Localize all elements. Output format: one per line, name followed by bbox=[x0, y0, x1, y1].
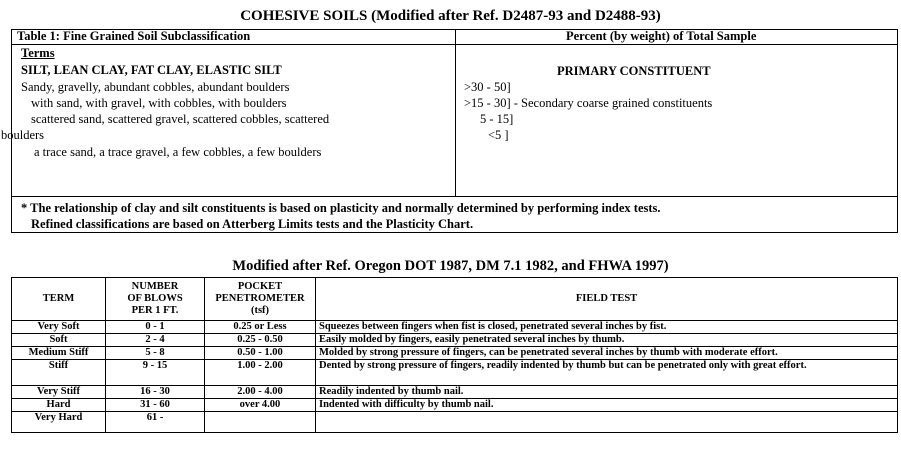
table1-right-header: Percent (by weight) of Total Sample bbox=[566, 29, 757, 43]
pocket-cell: 1.00 - 2.00 bbox=[205, 360, 316, 386]
table-row bbox=[12, 347, 898, 360]
term-line: with sand, with gravel, with cobbles, with boulders bbox=[31, 96, 287, 110]
pocket-cell: 0.25 or Less bbox=[205, 321, 316, 334]
pocket-cell: 0.25 - 0.50 bbox=[205, 334, 316, 347]
term-line: Sandy, gravelly, abundant cobbles, abundant boulders bbox=[21, 80, 290, 94]
percent-line: <5 ] bbox=[488, 128, 509, 142]
table-header-row bbox=[12, 278, 898, 321]
term-cell: Very Soft bbox=[12, 321, 106, 334]
consistency-table bbox=[11, 277, 898, 433]
table1-left-header: Table 1: Fine Grained Soil Subclassification bbox=[17, 29, 251, 43]
table-row bbox=[12, 386, 898, 399]
pocket-penetrometer-header: POCKET PENETROMETER (tsf) bbox=[205, 278, 316, 321]
percent-line: >15 - 30] - Secondary coarse grained constituents bbox=[464, 96, 713, 110]
pocket-cell: 0.50 - 1.00 bbox=[205, 347, 316, 360]
term-cell: Very Stiff bbox=[12, 386, 106, 399]
table-row bbox=[12, 412, 898, 433]
terms-label: Terms bbox=[21, 46, 55, 60]
term-cell: Stiff bbox=[12, 360, 106, 386]
footnote-line: * The relationship of clay and silt constituents is based on plasticity and normally determined by performing index tests. bbox=[21, 201, 661, 215]
term-line: scattered sand, scattered gravel, scattered cobbles, scattered bbox=[31, 112, 330, 126]
blows-cell: 0 - 1 bbox=[106, 321, 205, 334]
field-test-cell: Indented with difficulty by thumb nail. bbox=[316, 399, 898, 412]
footnote-line: Refined classifications are based on Atterberg Limits tests and the Plasticity Chart. bbox=[31, 217, 474, 231]
field-test-cell: Readily indented by thumb nail. bbox=[316, 386, 898, 399]
blows-cell: 2 - 4 bbox=[106, 334, 205, 347]
page-title: COHESIVE SOILS (Modified after Ref. D2487-93 and D2488-93) bbox=[240, 8, 661, 24]
term-line: a trace sand, a trace gravel, a few cobbles, a few boulders bbox=[34, 145, 322, 159]
field-test-cell: Squeezes between fingers when fist is closed, penetrated several inches by fist. bbox=[316, 321, 898, 334]
primary-constituent-heading: PRIMARY CONSTITUENT bbox=[557, 64, 711, 78]
term-cell: Hard bbox=[12, 399, 106, 412]
pocket-cell bbox=[205, 412, 316, 433]
blows-header: NUMBER OF BLOWS PER 1 FT. bbox=[106, 278, 205, 321]
term-cell: Soft bbox=[12, 334, 106, 347]
term-cell: Very Hard bbox=[12, 412, 106, 433]
table-row bbox=[12, 399, 898, 412]
blows-cell: 61 - bbox=[106, 412, 205, 433]
pocket-cell: over 4.00 bbox=[205, 399, 316, 412]
subclassification-table bbox=[1, 29, 898, 233]
blows-cell: 5 - 8 bbox=[106, 347, 205, 360]
field-test-header: FIELD TEST bbox=[316, 278, 898, 321]
terms-heading: SILT, LEAN CLAY, FAT CLAY, ELASTIC SILT bbox=[21, 63, 282, 77]
consistency-table-title: Modified after Ref. Oregon DOT 1987, DM 7.1 1982, and FHWA 1997) bbox=[232, 258, 669, 274]
blows-cell: 9 - 15 bbox=[106, 360, 205, 386]
term-header: TERM bbox=[12, 278, 106, 321]
column-divider bbox=[455, 30, 456, 196]
table-row bbox=[12, 360, 898, 386]
field-test-cell: Easily molded by fingers, easily penetrated several inches by thumb. bbox=[316, 334, 898, 347]
field-test-cell: Dented by strong pressure of fingers, readily indented by thumb but can be penetrated only with great effort. bbox=[316, 360, 898, 386]
footnote-divider bbox=[12, 196, 897, 197]
term-cell: Medium Stiff bbox=[12, 347, 106, 360]
percent-line: >30 - 50] bbox=[464, 80, 511, 94]
blows-cell: 31 - 60 bbox=[106, 399, 205, 412]
blows-cell: 16 - 30 bbox=[106, 386, 205, 399]
term-line: boulders bbox=[1, 128, 45, 142]
table-row bbox=[12, 334, 898, 347]
field-test-cell bbox=[316, 412, 898, 433]
percent-line: 5 - 15] bbox=[480, 112, 514, 126]
pocket-cell: 2.00 - 4.00 bbox=[205, 386, 316, 399]
field-test-cell: Molded by strong pressure of fingers, can be penetrated several inches by thumb with moderate effort. bbox=[316, 347, 898, 360]
table-row bbox=[12, 321, 898, 334]
